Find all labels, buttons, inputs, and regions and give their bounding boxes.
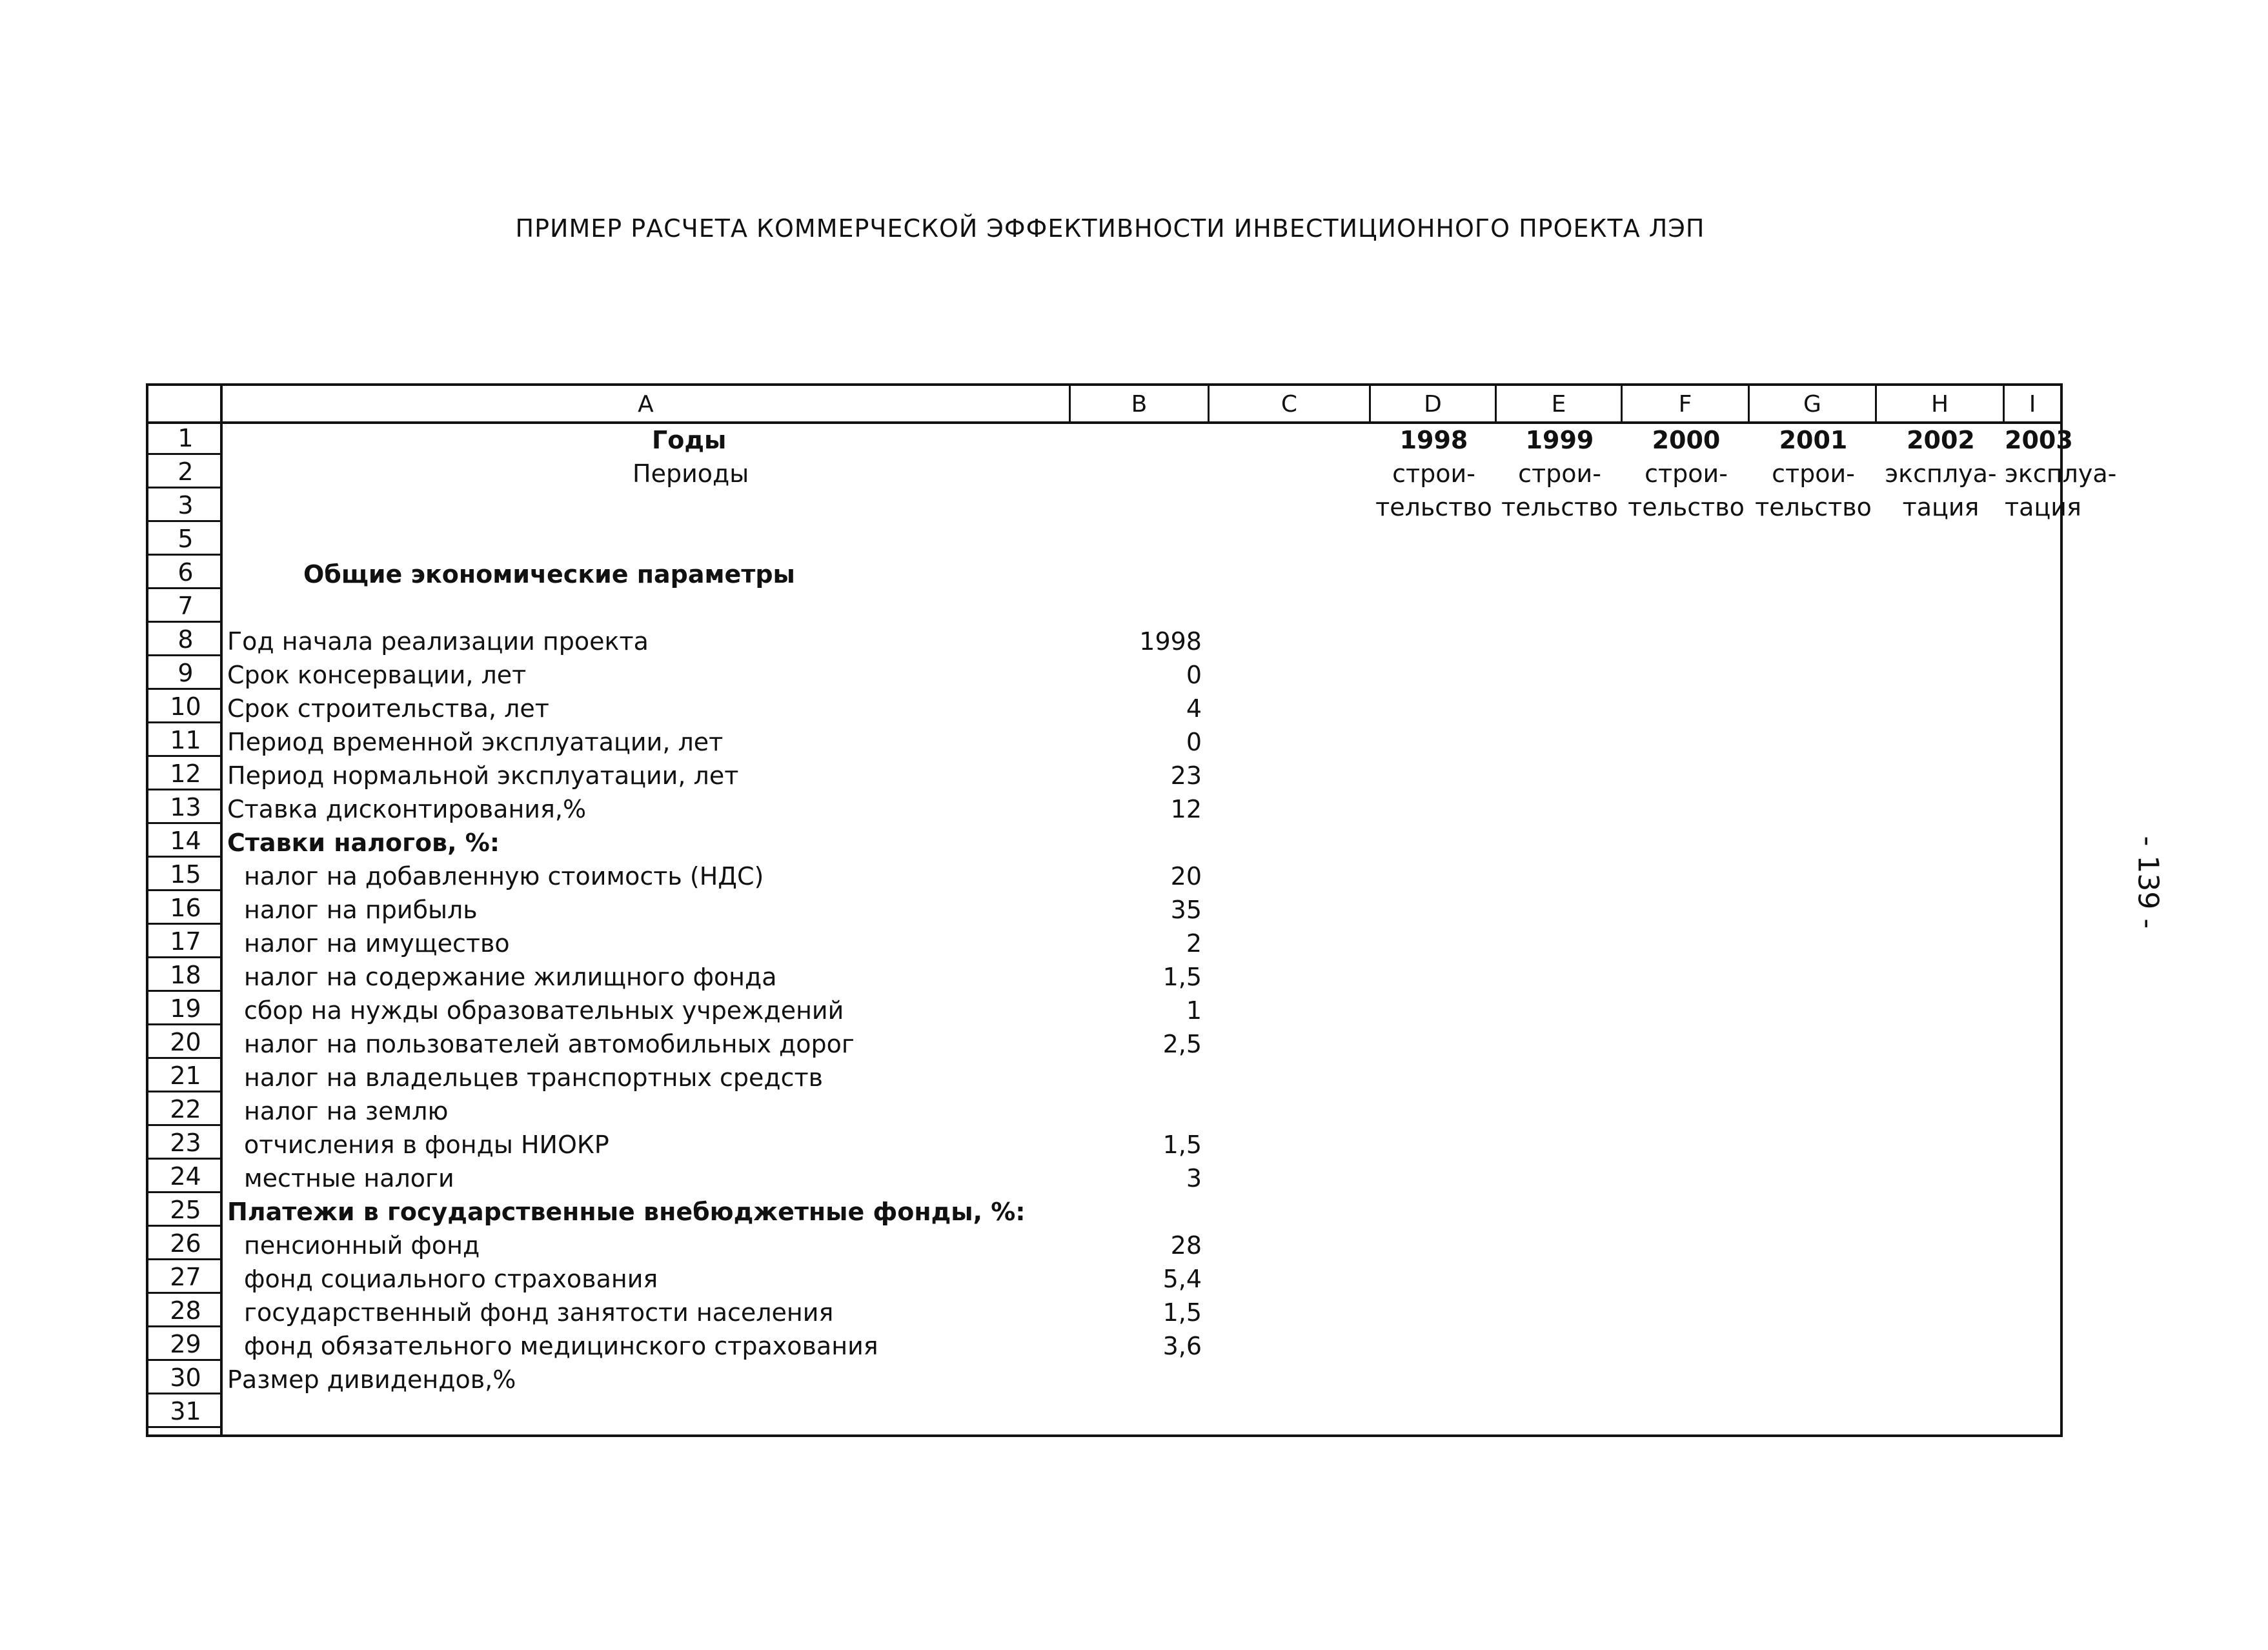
row-number: 26 — [148, 1227, 223, 1260]
section-heading: Общие экономические параметры — [303, 560, 795, 589]
param-value: 0 — [1186, 728, 1202, 756]
param-label: Срок консервации, лет — [227, 661, 527, 689]
row-number: 31 — [148, 1394, 223, 1428]
param-value: 1,5 — [1162, 1131, 1202, 1159]
param-value: 1 — [1186, 996, 1202, 1025]
column-header-f: F — [1623, 386, 1750, 421]
row-number: 18 — [148, 958, 223, 992]
row-number: 5 — [148, 522, 223, 556]
row-number: 1 — [148, 421, 223, 455]
row-number: 19 — [148, 992, 223, 1025]
param-label: налог на владельцев транспортных средств — [244, 1063, 824, 1092]
param-label: налог на содержание жилищного фонда — [244, 963, 777, 991]
param-value: 20 — [1170, 862, 1202, 890]
column-header-i: I — [2029, 391, 2036, 418]
period-cell: тельство — [1501, 493, 1618, 521]
period-cell: строи- — [1518, 459, 1601, 488]
param-label: фонд социального страхования — [244, 1265, 658, 1293]
row-number: 13 — [148, 790, 223, 824]
column-header-g: G — [1750, 386, 1877, 421]
period-cell: строи- — [1645, 459, 1728, 488]
periods-label: Периоды — [633, 459, 749, 488]
row-number: 27 — [148, 1260, 223, 1294]
year-cell: 1999 — [1525, 426, 1594, 454]
param-value: 1,5 — [1162, 963, 1202, 991]
row-number: 16 — [148, 891, 223, 925]
year-cell: 2003 — [2005, 426, 2073, 454]
param-label: Период нормальной эксплуатации, лет — [227, 761, 739, 790]
param-label: отчисления в фонды НИОКР — [244, 1131, 609, 1159]
period-cell: тация — [1902, 493, 1979, 521]
year-cell: 2002 — [1907, 426, 1975, 454]
param-value: 4 — [1186, 694, 1202, 723]
param-label: местные налоги — [244, 1164, 454, 1192]
years-label: Годы — [652, 426, 727, 454]
row-number: 21 — [148, 1059, 223, 1092]
param-label: пенсионный фонд — [244, 1231, 480, 1260]
row-number: 24 — [148, 1160, 223, 1193]
row-number: 17 — [148, 925, 223, 958]
year-cell: 1998 — [1399, 426, 1468, 454]
param-value: 5,4 — [1162, 1265, 1202, 1293]
row-number: 28 — [148, 1294, 223, 1327]
param-label: налог на пользователей автомобильных дорог — [244, 1030, 855, 1058]
period-cell: эксплуа- — [2005, 459, 2117, 488]
row-number: 11 — [148, 723, 223, 757]
row-number: 15 — [148, 858, 223, 891]
column-header-b: B — [1071, 386, 1210, 421]
param-value: 3 — [1186, 1164, 1202, 1192]
param-label: налог на землю — [244, 1097, 449, 1125]
param-label: Размер дивидендов,% — [227, 1365, 516, 1394]
row-number: 14 — [148, 824, 223, 858]
param-value: 35 — [1170, 896, 1202, 924]
period-cell: тельство — [1755, 493, 1872, 521]
period-cell: строи- — [1772, 459, 1855, 488]
column-header-h: H — [1877, 386, 2005, 421]
param-label: государственный фонд занятости населения — [244, 1298, 834, 1327]
spreadsheet-table — [146, 383, 2117, 1437]
row-number: 3 — [148, 488, 223, 522]
param-value: 2 — [1186, 929, 1202, 958]
funds-heading: Платежи в государственные внебюджетные фонды, %: — [227, 1198, 1026, 1226]
page-title: ПРИМЕР РАСЧЕТА КОММЕРЧЕСКОЙ ЭФФЕКТИВНОСТИ ИНВЕСТИЦИОННОГО ПРОЕКТА ЛЭП — [515, 214, 1705, 243]
param-value: 0 — [1186, 661, 1202, 689]
row-number: 20 — [148, 1025, 223, 1059]
column-header-d: D — [1371, 386, 1497, 421]
param-value: 2,5 — [1162, 1030, 1202, 1058]
row-number: 6 — [148, 556, 223, 589]
param-value: 1998 — [1139, 627, 1202, 656]
param-label: Срок строительства, лет — [227, 694, 549, 723]
year-cell: 2000 — [1652, 426, 1721, 454]
tax-rates-heading: Ставки налогов, %: — [227, 829, 500, 857]
row-number: 2 — [148, 455, 223, 488]
row-number: 7 — [148, 589, 223, 623]
param-label: Период временной эксплуатации, лет — [227, 728, 724, 756]
param-label: налог на добавленную стоимость (НДС) — [244, 862, 764, 890]
period-cell: тельство — [1628, 493, 1745, 521]
row-number: 23 — [148, 1126, 223, 1160]
param-label: фонд обязательного медицинского страхования — [244, 1332, 878, 1360]
column-header-c: C — [1210, 386, 1371, 421]
period-cell: тельство — [1375, 493, 1492, 521]
year-cell: 2001 — [1779, 426, 1848, 454]
period-cell: строи- — [1392, 459, 1475, 488]
row-number: 22 — [148, 1092, 223, 1126]
param-value: 3,6 — [1162, 1332, 1202, 1360]
column-header-e: E — [1497, 386, 1623, 421]
column-header-a: A — [223, 386, 1071, 421]
row-number: 10 — [148, 690, 223, 723]
param-label: Год начала реализации проекта — [227, 627, 649, 656]
param-value: 12 — [1170, 795, 1202, 823]
param-label: налог на имущество — [244, 929, 510, 958]
param-label: налог на прибыль — [244, 896, 478, 924]
row-number: 8 — [148, 623, 223, 656]
param-value: 28 — [1170, 1231, 1202, 1260]
row-number: 30 — [148, 1361, 223, 1394]
row-number: 29 — [148, 1327, 223, 1361]
row-number: 25 — [148, 1193, 223, 1227]
row-number: 12 — [148, 757, 223, 790]
param-value: 23 — [1170, 761, 1202, 790]
row-number: 9 — [148, 656, 223, 690]
param-label: Ставка дисконтирования,% — [227, 795, 587, 823]
period-cell: эксплуа- — [1885, 459, 1997, 488]
param-value: 1,5 — [1162, 1298, 1202, 1327]
period-cell: тация — [2005, 493, 2081, 521]
param-label: сбор на нужды образовательных учреждений — [244, 996, 844, 1025]
page-number: - 139 - — [2131, 836, 2165, 929]
